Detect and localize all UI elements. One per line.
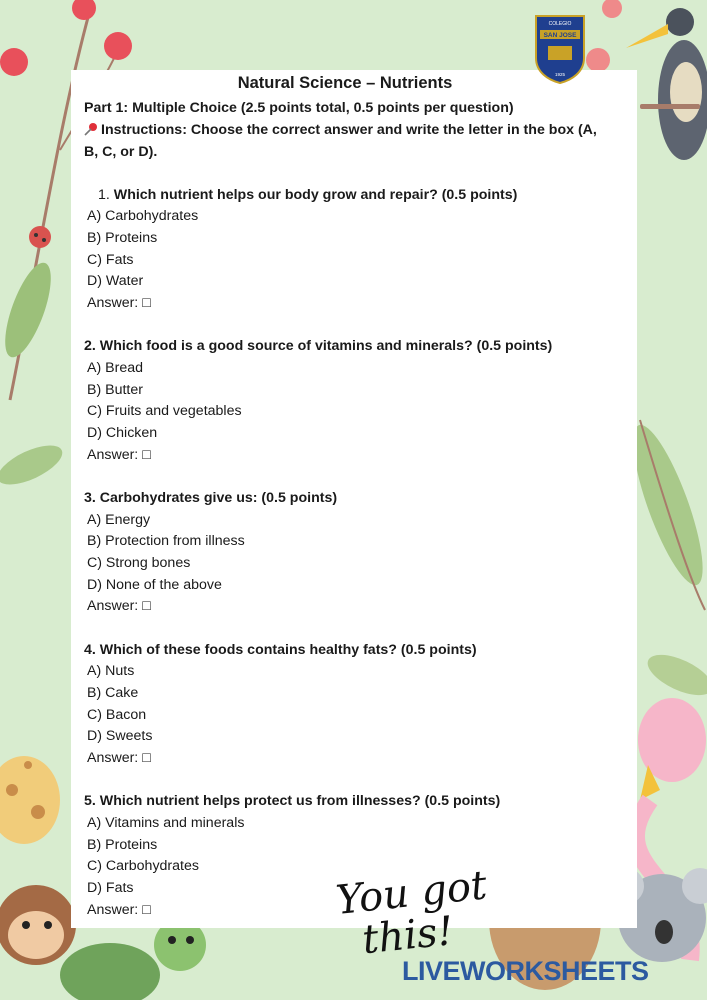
answer-box-5[interactable]: Answer: □: [87, 902, 151, 918]
answer-box-4[interactable]: Answer: □: [87, 750, 151, 766]
option-2a: A) Bread: [87, 360, 143, 376]
option-4c: C) Bacon: [87, 707, 147, 723]
option-3d: D) None of the above: [87, 577, 222, 593]
question-5-text: Which nutrient helps protect us from illnesses? (0.5 points): [99, 793, 501, 809]
logo-top-text: COLEGIO: [548, 21, 572, 27]
question-1-number: 1.: [98, 187, 110, 203]
option-5a: A) Vitamins and minerals: [87, 815, 245, 831]
question-1-text: Which nutrient helps our body grow and repair? (0.5 points): [113, 187, 518, 203]
option-1a: A) Carbohydrates: [87, 208, 199, 224]
liveworksheets-logo[interactable]: [402, 956, 649, 987]
question-2: [84, 337, 552, 355]
answer-box-1[interactable]: Answer: □: [87, 295, 151, 311]
option-1b: B) Proteins: [87, 230, 158, 246]
slogan: [334, 864, 493, 963]
option-2c: C) Fruits and vegetables: [87, 403, 242, 419]
question-4-number: 4.: [84, 642, 96, 658]
pushpin-icon: [84, 122, 98, 136]
page-title: Natural Science – Nutrients: [237, 74, 453, 92]
slogan-line-2: this!: [360, 908, 456, 964]
option-2b: B) Butter: [87, 382, 143, 398]
question-1: [98, 186, 517, 204]
option-4d: D) Sweets: [87, 728, 153, 744]
answer-box-3[interactable]: Answer: □: [87, 598, 151, 614]
option-3a: A) Energy: [87, 512, 151, 528]
option-5d: D) Fats: [87, 880, 134, 896]
option-2d: D) Chicken: [87, 425, 158, 441]
liveworksheets-text: LIVEWORKSHEETS: [402, 956, 649, 986]
option-4a: A) Nuts: [87, 663, 135, 679]
question-4-text: Which of these foods contains healthy fats? (0.5 points): [99, 642, 477, 658]
answer-box-2[interactable]: Answer: □: [87, 447, 151, 463]
question-3-text: Carbohydrates give us: (0.5 points): [99, 490, 338, 506]
option-5b: B) Proteins: [87, 837, 158, 853]
option-3c: C) Strong bones: [87, 555, 191, 571]
option-4b: B) Cake: [87, 685, 139, 701]
question-5: [84, 792, 500, 810]
question-5-number: 5.: [84, 793, 96, 809]
option-1c: C) Fats: [87, 252, 134, 268]
option-3b: B) Protection from illness: [87, 533, 245, 549]
instructions-text-1: Instructions: Choose the correct answer and write the letter in the box (A,: [101, 122, 597, 138]
slogan-line-1: You got: [333, 862, 490, 924]
question-2-number: 2.: [84, 338, 96, 354]
option-1d: D) Water: [87, 273, 144, 289]
question-3-number: 3.: [84, 490, 96, 506]
instructions-line-1: [84, 121, 597, 139]
logo-year: 1925: [554, 72, 566, 77]
instructions-line-2: B, C, or D).: [84, 144, 158, 160]
part-heading: Part 1: Multiple Choice (2.5 points total, 0.5 points per question): [84, 100, 514, 116]
logo-school-name: SAN JOSE: [543, 32, 577, 39]
question-3: [84, 489, 337, 507]
option-5c: C) Carbohydrates: [87, 858, 199, 874]
question-4: [84, 641, 477, 659]
question-2-text: Which food is a good source of vitamins and minerals? (0.5 points): [99, 338, 553, 354]
